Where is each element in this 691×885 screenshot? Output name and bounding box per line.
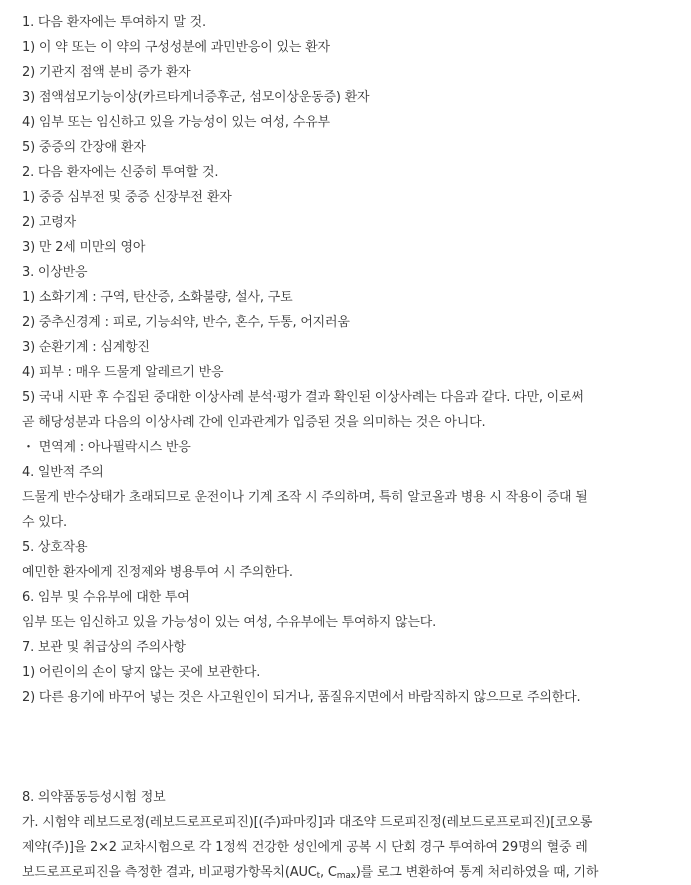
text-line: 4) 임부 또는 임신하고 있을 가능성이 있는 여성, 수유부 [22,115,330,130]
auc-subscript: t [316,871,320,881]
line-3-text-c: )를 로그 변환하여 통계 처리하였을 때, 기하 [355,865,599,880]
text-line: 2) 다른 용기에 바꾸어 넣는 것은 사고원인이 되거나, 품질유지면에서 바람직하지 않으므로 주의한다. [22,690,581,705]
text-line: 드물게 반수상태가 초래되므로 운전이나 기계 조작 시 주의하며, 특히 알코올과 병용 시 작용이 증대 될 [22,490,588,505]
text-line: 2) 기관지 점액 분비 증가 환자 [22,65,191,80]
line-3-text-b: , C [320,865,337,880]
text-line: 1) 소화기계 : 구역, 탄산증, 소화불량, 설사, 구토 [22,290,293,305]
text-line: 1) 어린이의 손이 닿지 않는 곳에 보관한다. [22,665,261,680]
text-line: 5) 중증의 간장애 환자 [22,140,146,155]
section-8-heading: 8. 의약품동등성시험 정보 [22,790,166,805]
text-line: 곧 해당성분과 다음의 이상사례 간에 인과관계가 입증된 것을 의미하는 것은 아니다. [22,415,486,430]
text-line: 예민한 환자에게 진정제와 병용투여 시 주의한다. [22,565,293,580]
section-8-line-3 [22,860,691,885]
text-line: 3) 만 2세 미만의 영아 [22,240,146,255]
text-line: 2) 고령자 [22,215,76,230]
blank-gap [22,710,691,785]
document-body [22,10,691,710]
section-8-line-2: 제약(주)]을 2×2 교차시험으로 각 1정씩 건강한 성인에게 공복 시 단회 경구 투여하여 29명의 혈중 레 [22,840,588,855]
text-line: 6. 임부 및 수유부에 대한 투여 [22,590,190,605]
text-line: 4) 피부 : 매우 드물게 알레르기 반응 [22,365,224,380]
text-line: 3) 점액섬모기능이상(카르타게너증후군, 섬모이상운동증) 환자 [22,90,370,105]
text-line: 5) 국내 시판 후 수집된 중대한 이상사례 분석·평가 결과 확인된 이상사례는 다음과 같다. 다만, 이로써 [22,390,584,405]
cmax-subscript: max [336,871,356,881]
text-line: 3) 순환기계 : 심계항진 [22,340,150,355]
text-line: 2. 다음 환자에는 신중히 투여할 것. [22,165,219,180]
text-line: 7. 보관 및 취급상의 주의사항 [22,640,186,655]
text-line: 1) 중증 심부전 및 중증 신장부전 환자 [22,190,232,205]
text-line: 임부 또는 임신하고 있을 가능성이 있는 여성, 수유부에는 투여하지 않는다. [22,615,436,630]
text-line: 1. 다음 환자에는 투여하지 말 것. [22,15,206,30]
text-line: ・ 면역계 : 아나필락시스 반응 [22,440,191,455]
line-3-text-a: 보드로프로피진을 측정한 결과, 비교평가항목치(AUC [22,865,317,880]
text-line: 1) 이 약 또는 이 약의 구성성분에 과민반응이 있는 환자 [22,40,330,55]
section-8-line-1: 가. 시험약 레보드로정(레보드로프로피진)[(주)파마킹]과 대조약 드로피진정(레보드로프로피진)[코오롱 [22,815,593,830]
text-line: 수 있다. [22,515,67,530]
text-line: 3. 이상반응 [22,265,88,280]
text-line: 5. 상호작용 [22,540,88,555]
text-line: 2) 중추신경계 : 피로, 기능쇠약, 반수, 혼수, 두통, 어지러움 [22,315,350,330]
text-line: 4. 일반적 주의 [22,465,104,480]
